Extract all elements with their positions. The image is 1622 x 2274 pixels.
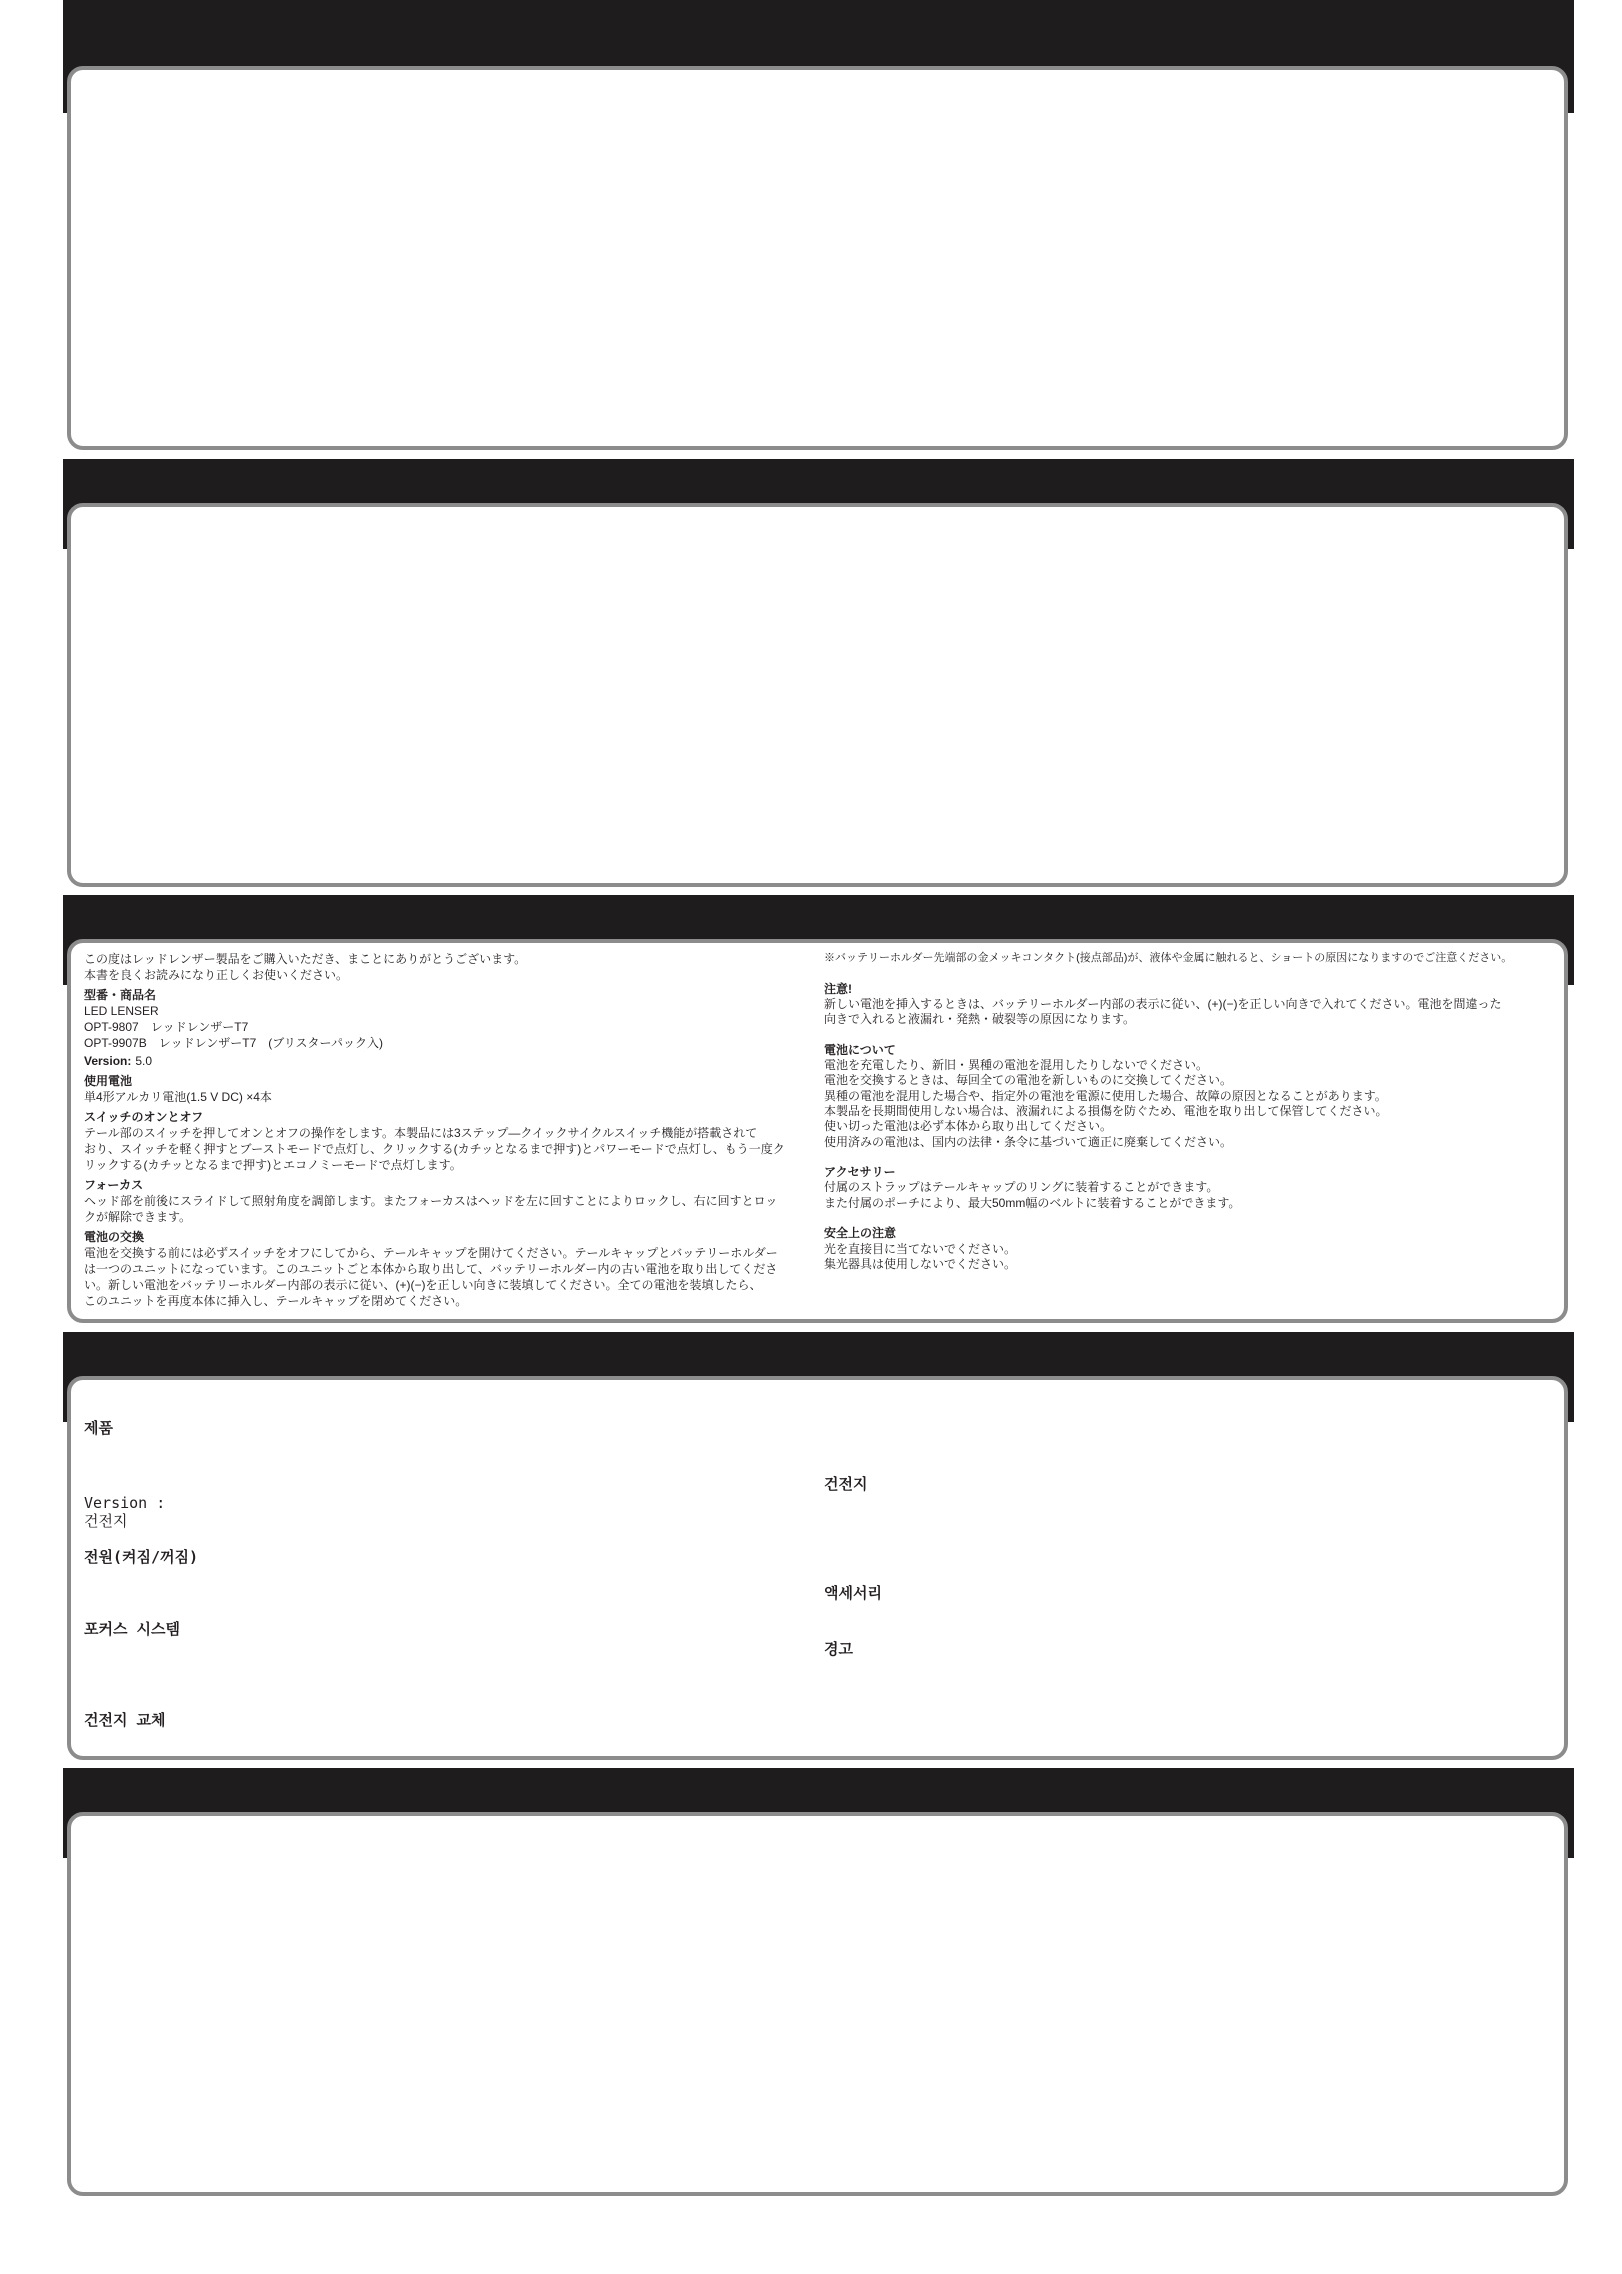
ko-battery-text: 건전지 [84, 1512, 128, 1530]
ko-accessories-heading: 액세서리 [824, 1584, 882, 1602]
ko-product-heading: 제품 [84, 1419, 113, 1437]
caution-heading: 注意! [824, 981, 852, 996]
switch-line: リックする(カチッとなるまで押す)とエコノミーモードで点灯します。 [84, 1158, 462, 1172]
battery-heading: 使用電池 [84, 1074, 133, 1088]
panel-content-box [67, 939, 1568, 1323]
replace-line: このユニットを再度本体に挿入し、テールキャップを閉めてください。 [84, 1294, 468, 1308]
version-value: 5.0 [135, 1054, 153, 1068]
intro-line: 本書を良くお読みになり正しくお使いください。 [84, 968, 349, 982]
ko-replace-heading: 건전지 교체 [84, 1711, 166, 1729]
batteries-line: 使い切った電池は必ず本体から取り出してください。 [824, 1119, 1113, 1134]
ko-version-label: Version : [84, 1494, 166, 1512]
caution-line: 新しい電池を挿入するときは、バッテリーホルダー内部の表示に従い、(+)(−)を正しい向きで入れてください。電池を間違った [824, 996, 1502, 1011]
model-line: OPT-9907B レッドレンザーT7 (ブリスターパック入) [84, 1036, 383, 1050]
replace-line: は一つのユニットになっています。このユニットごと本体から取り出して、バッテリーホルダー内の古い電池を取り出してくださ [84, 1262, 778, 1276]
batteries-line: 電池を充電したり、新旧・異種の電池を混用したりしないでください。 [824, 1058, 1209, 1073]
panel-content-box [67, 1812, 1568, 2196]
panel-content-box [67, 503, 1568, 887]
switch-heading: スイッチのオンとオフ [84, 1110, 204, 1124]
accessories-heading: アクセサリー [824, 1165, 896, 1180]
batteries-line: 使用済みの電池は、国内の法律・条令に基づいて適正に廃棄してください。 [824, 1134, 1233, 1149]
replace-line: 電池を交換する前には必ずスイッチをオフにしてから、テールキャップを開けてください。テールキャップとバッテリーホルダー [84, 1246, 778, 1260]
replace-line: い。新しい電池をバッテリーホルダー内部の表示に従い、(+)(−)を正しい向きに装填してください。全ての電池を装填したら、 [84, 1278, 762, 1292]
focus-heading: フォーカス [84, 1178, 144, 1192]
model-heading: 型番・商品名 [84, 988, 157, 1002]
ko-battery-heading: 건전지 [824, 1475, 868, 1493]
contact-note: ※バッテリーホルダー先端部の金メッキコンタクト(接点部品)が、液体や金属に触れると、ショートの原因になりますのでご注意ください。 [824, 952, 1513, 964]
battery-text: 単4形アルカリ電池(1.5 V DC) ×4本 [84, 1090, 272, 1104]
accessories-line: 付属のストラップはテールキャップのリングに装着することができます。 [824, 1180, 1219, 1195]
model-line: LED LENSER [84, 1004, 159, 1018]
model-line: OPT-9807 レッドレンザーT7 [84, 1020, 249, 1034]
batteries-heading: 電池について [824, 1042, 896, 1057]
ja-right-column [824, 951, 1512, 1272]
panel-content-box [67, 1376, 1568, 1760]
version-line [84, 1053, 785, 1069]
accessories-line: また付属のポーチにより、最大50mm幅のベルトに装着することができます。 [824, 1195, 1241, 1210]
batteries-line: 電池を交換するときは、毎回全ての電池を新しいものに交換してください。 [824, 1073, 1233, 1088]
safety-line: 集光器具は使用しないでください。 [824, 1256, 1017, 1271]
batteries-line: 異種の電池を混用した場合や、指定外の電池を電源に使用した場合、故障の原因となることがあります。 [824, 1088, 1387, 1103]
panel-content-box [67, 66, 1568, 450]
focus-line: クが解除できます。 [84, 1210, 192, 1224]
ko-power-heading: 전원(켜짐/꺼짐) [84, 1548, 199, 1566]
safety-heading: 安全上の注意 [824, 1226, 897, 1241]
intro-line: この度はレッドレンザー製品をご購入いただき、まことにありがとうございます。 [84, 952, 527, 966]
switch-line: テール部のスイッチを押してオンとオフの操作をします。本製品には3ステップ―クイックサイクルスイッチ機能が搭載されて [84, 1126, 758, 1140]
caution-line: 向きで入れると液漏れ・発熱・破裂等の原因になります。 [824, 1012, 1136, 1027]
switch-line: おり、スイッチを軽く押すとブーストモードで点灯し、クリックする(カチッとなるまで押す)とパワーモードで点灯し、もう一度ク [84, 1142, 785, 1156]
version-label: Version: [84, 1054, 132, 1068]
focus-line: ヘッド部を前後にスライドして照射角度を調節します。またフォーカスはヘッドを左に回すことによりロックし、右に回すとロッ [84, 1194, 778, 1208]
safety-line: 光を直接目に当てないでください。 [824, 1241, 1017, 1256]
ja-left-column [84, 951, 785, 1309]
ko-warning-heading: 경고 [824, 1640, 853, 1658]
ko-focus-heading: 포커스 시스템 [84, 1620, 180, 1638]
batteries-line: 本製品を長期間使用しない場合は、液漏れによる損傷を防ぐため、電池を取り出して保管してください。 [824, 1103, 1388, 1118]
replace-heading: 電池の交換 [84, 1230, 145, 1244]
